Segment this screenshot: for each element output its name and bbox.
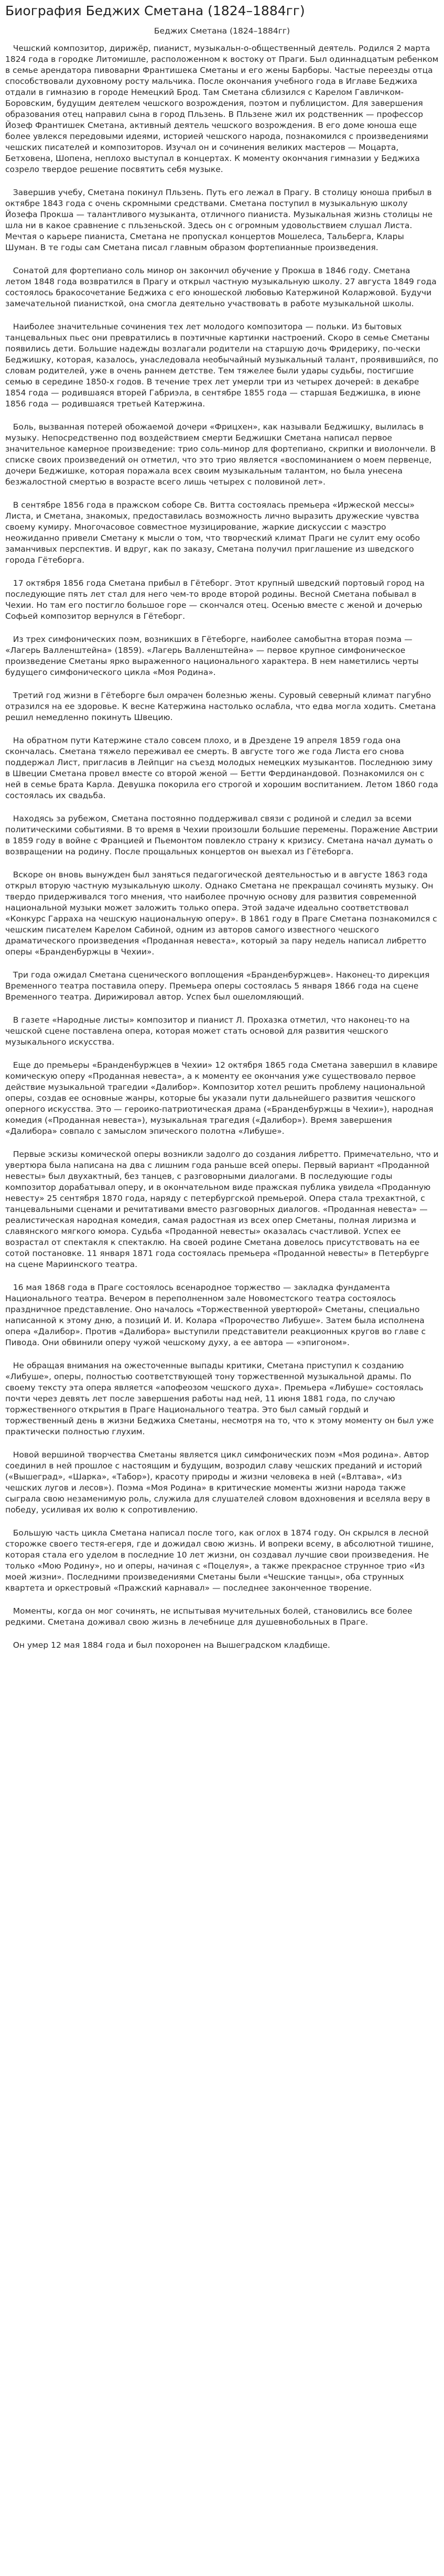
paragraph: Он умер 12 мая 1884 года и был похоронен на Вышеградском кладбище. xyxy=(13,1640,330,1650)
paragraph: Третий год жизни в Гётеборге был омрачен болезнью жены. Суровый северный климат пагубно отразился на ее здоровье. К весне Катержина настолько ослабла, что едва могла ходить. Сметана решил немедленно покинуть Швецию. xyxy=(5,691,436,722)
paragraph: Чешский композитор, дирижёр, пианист, музыкальн-о-общественный деятель. Родился 2 марта 1824 года в городке Литомишле, расположенном к востоку от Праги. Был одиннадцатым ребенком в семье арендатора пивоварни Франтишека Сметаны и его жены Барборы. Частые переезды отца способствовали духовному росту мальчика. После окончания учебного года в Иглаве Беджиха отдали в гимназию в городе Немецкий Брод. Там Сметана сблизился с Карелом Гавличком-Боровским, будущим деятелем чешского возрождения, поэтом и публицистом. Для завершения образования отец направил сына в город Пльзень. В Пльзене жил их родственник — профессор Йозеф Франтишек Сметана, активный деятель чешского возрождения. В его доме юноша еще более увлекся передовыми идеями, историей чешского народа, познакомился с произведениями чешских писателей и композиторов. Изучал он и сочинения великих мастеров — Моцарта, Бетховена, Шопена, неплохо выступал в концертах. К моменту окончания гимназии у Беджиха созрело твердое решение посвятить себя музыке. xyxy=(5,44,439,174)
paragraph: 16 мая 1868 года в Праге состоялось всенародное торжество — закладка фундамента Национального театра. Вечером в переполненном зале Новоместского театра состоялось праздничное представление. Оно началось «Торжественной увертюрой» Сметаны, специально написанной к этому дню, а позиций И. И. Колара «Пророчество Либуше». Затем была исполнена опера «Далибор». Против «Далибора» выступили представители реакционных кругов во главе с Пивода. Они обвинили оперу чужой чешскому духу, а ее автора — «эпигоном». xyxy=(5,1283,426,1347)
paragraph: Из трех симфонических поэм, возникших в Гётеборге, наиболее самобытна вторая поэма — «Лагерь Валленштейна» (1859). «Лагерь Валленштейна» — первое крупное симфоническое произведение Сметаны ярко выраженного национального характера. В нем наметились черты будущего симфонического цикла «Моя Родина». xyxy=(5,635,419,677)
article-body xyxy=(5,43,439,1651)
paragraph: Не обращая внимания на ожесточенные выпады критики, Сметана приступил к созданию «Либуше», оперы, полностью соответствующей тону торжественной музыкальной драмы. По своему тексту эта опера является «апофеозом чешского духа». Премьера «Либуше» состоялась почти через девять лет после завершения работы над ней, 11 июня 1881 года, по случаю торжественного открытия в Праге Национального театра. Это был самый гордый и торжественный день в жизни Беджиха Сметаны, несмотря на то, что к этому моменту он был уже практически полностью глухим. xyxy=(5,1361,434,1436)
paragraph: Три года ожидал Сметана сценического воплощения «Бранденбуржцев». Наконец-то дирекция Временного театра поставила оперу. Премьера оперы состоялась 5 января 1866 года на сцене Временного театра. Дирижировал автор. Успех был ошеломляющий. xyxy=(5,970,430,1002)
paragraph: Сонатой для фортепиано соль минор он закончил обучение у Прокша в 1846 году. Сметана летом 1848 года возвратился в Прагу и открыл частную музыкальную школу. 27 августа 1849 года состоялось бракосочетание Беджиха с его юношеской любовью Катержиной Коларжовой. Будучи замечательной пианисткой, она смогла деятельно участвовать в работе музыкальной школы. xyxy=(5,266,437,308)
paragraph: Боль, вызванная потерей обожаемой дочери «Фрицхен», как называли Беджишку, вылилась в музыку. Непосредственно под воздействием смерти Беджишки Сметана написал первое значительное камерное произведение: трио соль-минор для фортепиано, скрипки и виолончели. В списке своих произведений он отметил, что это трио является «воспоминанием о моем первенце, дочери Беджишке, которая поражала всех своим музыкальным талантом, но была унесена безжалостной смертью в возрасте всего лишь четырех с половиной лет». xyxy=(5,422,436,487)
paragraph: Находясь за рубежом, Сметана постоянно поддерживал связи с родиной и следил за всеми политическими событиями. В то время в Чехии произошли большие перемены. Поражение Австрии в 1859 году в войне с Францией и Пьемонтом повлекло страну к кризису. Сметана начал думать о возвращении на родину. После прощальных концертов он выехал из Гётеборга. xyxy=(5,814,438,856)
paragraph: В газете «Народные листы» композитор и пианист Л. Прохазка отметил, что наконец-то на чешской сцене поставлена опера, которая может стать основой для развития чешского музыкального искусства. xyxy=(5,1015,410,1047)
paragraph: Новой вершиной творчества Сметаны является цикл симфонических поэм «Моя родина». Автор соединил в ней прошлое с настоящим и будущим, возродил славу чешских преданий и историй («Вышеград», «Шарка», «Табор»), красоту природы и жизни человека в ней («Влтава», «Из чешских лугов и лесов»). Поэма «Моя Родина» в критические моменты жизни народа также сыграла свою незаменимую роль, служила для слушателей словом вдохновения и вселяла веру в победу, усиливая их волю к сопротивлению. xyxy=(5,1450,430,1515)
paragraph: Первые эскизы комической оперы возникли задолго до создания либретто. Примечательно, что и увертюра была написана на два с лишним года раньше всей оперы. Первый вариант «Проданной невесты» был двухактный, без танцев, с разговорными диалогами. В последующие годы композитор дорабатывал оперу, и в окончательном виде пражская публика увидела «Проданную невесту» 25 сентября 1870 года, наряду с петербургской премьерой. Опера стала трехактной, с танцевальными сценами и речитативами вместо разговорных диалогов. «Проданная невеста» — реалистическая народная комедия, самая радостная из всех опер Сметаны, полная лиризма и славянского мягкого юмора. Судьба «Проданной невесты» оказалась счастливой. Успех ее возрастал от спектакля к спектаклю. На своей родине Сметана довелось присутствовать на ее сотой постановке. 11 января 1871 года состоялась премьера «Проданной невесты» в Петербурге на сцене Мариинского театра. xyxy=(5,1150,439,1269)
paragraph: На обратном пути Катержине стало совсем плохо, и в Дрездене 19 апреля 1859 года она скончалась. Сметана тяжело переживал ее смерть. В августе того же года Листа его снова поддержал Лист, пригласив в Лейпциг на съезд молодых немецких музыкантов. Последнюю зиму в Швеции Сметана провел вместе со второй женой — Бетти Фердинандовой. Познакомился он с ней в семье брата Карла. Девушка покорила его строгой и хорошим воспитанием. Летом 1860 года состоялась их свадьба. xyxy=(5,736,438,800)
paragraph: Наиболее значительные сочинения тех лет молодого композитора — польки. Из бытовых танцевальных пьес они превратились в поэтичные картинки настроений. Скоро в семье Сметаны появились дети. Большие надежды возлагали родители на старшую дочь Фридерику, по-чески Беджишку, которая, казалось, унаследовала необычайный музыкальный талант, проявившийся, по словам родителей, уже в очень раннем детстве. Тем тяжелее были удары судьбы, постигшие семью в середине 1850-х годов. В течение трех лет умерли три из четырех дочерей: в декабре 1854 года — родившаяся вторей Габриэла, в сентябре 1855 года — старшая Беджишка, в июне 1856 года — родившаяся третьей Катержина. xyxy=(5,322,439,409)
paragraph: Еще до премьеры «Бранденбуржцев в Чехии» 12 октября 1865 года Сметана завершил в клавире комическую оперу «Проданная невеста», а к моменту ее окончания уже существовало первое действие музыкальной трагедии «Далибор». Композитор хотел решить проблему национальной оперы, создав ее основные жанры, которые бы указали пути дальнейшего развития чешского оперного искусства. Это — героико-патриотическая драма («Бранденбуржцы в Чехии»), народная комедия («Проданная невеста»), музыкальная трагедия («Далибор»). Время завершения «Далибора» совпало с замыслом эпического полотна «Либуше». xyxy=(5,1060,438,1136)
paragraph: Вскоре он вновь вынужден был заняться педагогической деятельностью и в августе 1863 года открыл вторую частную музыкальную школу. Однако Сметана не прекращал сочинять музыку. Он твердо придерживался того мнения, что наиболее прочную основу для развития современной национальной музыки может заложить только опера. Этой задаче идеально соответствовал «Конкурс Гарраха на чешскую национальную оперу». В 1861 году в Праге Сметана познакомился с чешским писателем Карелом Сабиной, одним из авторов самого известного чешского драматического произведения «Проданная невеста», который за пару недель написал либретто оперы «Бранденбуржцы в Чехии». xyxy=(5,870,437,957)
page-subtitle: Беджих Сметана (1824–1884гг) xyxy=(154,26,290,36)
paragraph: В сентябре 1856 года в пражском соборе Св. Витта состоялась премьера «Иржеской мессы» Листа, и Сметана, знакомых, предоставилась возможность лично выразить дружеские чувства своему кумиру. Многочасовое совместное музицирование, жаркие дискуссии с маэстро неожиданно привели Сметану к мысли о том, что творческий климат Праги не сулит ему особо заманчивых перспектив. И вдруг, как по заказу, Сметана получил приглашение из шведского города Гётеборга. xyxy=(5,500,420,565)
paragraph: Завершив учебу, Сметана покинул Пльзень. Путь его лежал в Прагу. В столицу юноша прибыл в октябре 1843 года с очень скромными средствами. Сметана поступил в музыкальную школу Йозефа Прокша — талантливого музыканта, отличного пианиста. Музыкальная жизнь столицы не шла ни в какое сравнение с пльзеньской. Здесь он с огромным удовольствием слушал Листа. Мечтая о карьере пианиста, Сметана не пропускал концертов Мошелеса, Тальберга, Клары Шуман. В те годы сам Сметана писал главным образом фортепианные произведения. xyxy=(5,188,433,252)
paragraph: Моменты, когда он мог сочинять, не испытывая мучительных болей, становились все более редкими. Сметана доживал свою жизнь в лечебнице для душевнобольных в Праге. xyxy=(5,1606,413,1627)
paragraph: Большую часть цикла Сметана написал после того, как оглох в 1874 году. Он скрылся в лесной сторожке своего тестя-егеря, где и дожидал свою жизнь. И вопреки всему, в абсолютной тишине, которая стала его уделом в последние 10 лет жизни, он создавал лучшие свои произведения. Не только «Мою Родину», но и оперы, начиная с «Поцелуя», а также прекрасное струнное трио «Из моей жизни». Последними произведениями Сметаны были «Чешские танцы», оба струнных квартета и оркестровый «Пражский карнавал» — последнее законченное творение. xyxy=(5,1528,434,1593)
paragraph: 17 октября 1856 года Сметана прибыл в Гётеборг. Этот крупный шведский портовый город на последующие пять лет стал для него чем-то вроде второй родины. Весной Сметана побывал в Чехии. Но там его постигло большое горе — скончался отец. Осенью вместе с женой и дочерью Софьей композитор вернулся в Гётеборг. xyxy=(5,578,425,621)
page-title: Биография Беджих Сметана (1824–1884гг) xyxy=(5,3,305,18)
